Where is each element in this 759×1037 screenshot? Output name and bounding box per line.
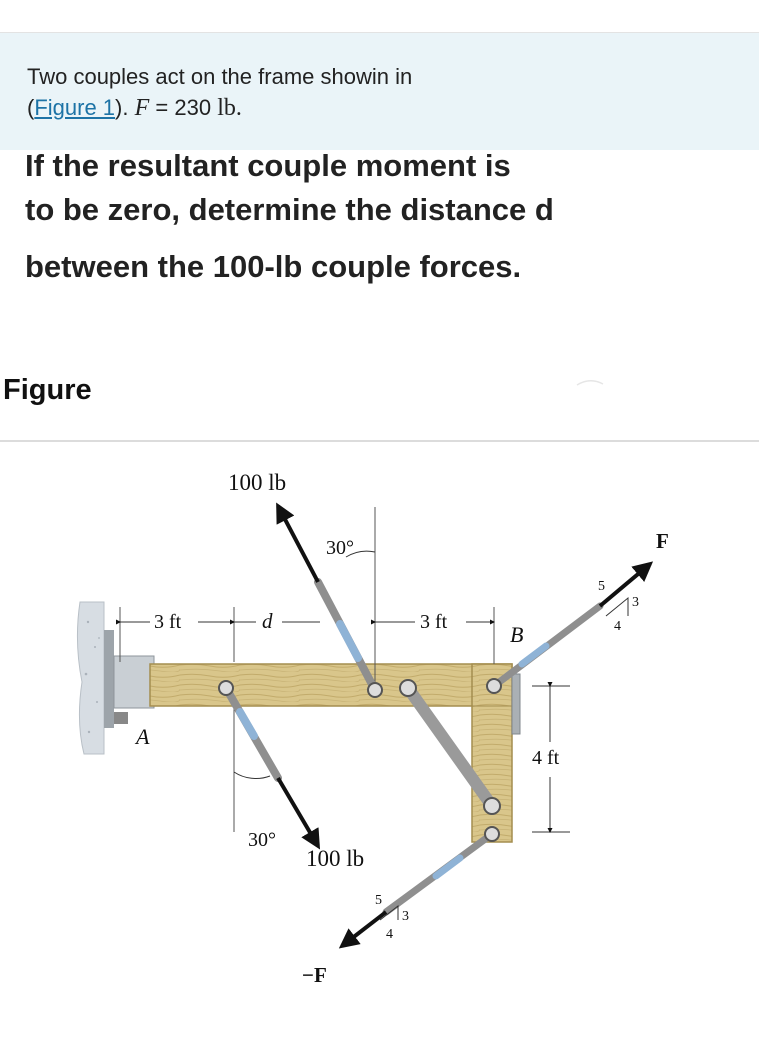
figure-link[interactable]: Figure 1 [34, 95, 116, 120]
faint-corner-icon [575, 378, 605, 386]
right-bracket [512, 674, 520, 734]
label-top-force: 100 lb [228, 470, 287, 495]
force-unit: lb. [217, 95, 242, 121]
slope-bottom-5: 5 [375, 893, 382, 908]
frame-figure [0, 442, 759, 1037]
label-bottom-force: 100 lb [306, 846, 365, 871]
question-line-3: between the 100-lb couple forces. [25, 249, 522, 284]
bottom-angle-arc [234, 772, 270, 779]
force-variable: F [134, 95, 150, 121]
slope-top-4: 4 [614, 619, 621, 634]
horizontal-beam [150, 664, 512, 706]
intro-line-1: Two couples act on the frame showin in [27, 64, 413, 89]
label-bottom-angle: 30° [248, 829, 276, 851]
slope-top-3: 3 [632, 595, 639, 610]
label-point-a: A [136, 724, 150, 749]
force-neg-f-link [342, 827, 499, 946]
support-a-block [114, 712, 128, 724]
slope-top-5: 5 [598, 579, 605, 594]
label-dim-d: d [262, 609, 273, 633]
wall-plate [114, 656, 154, 708]
force-value: = 230 [155, 95, 212, 120]
intro-suffix: ). [115, 95, 129, 120]
label-top-angle: 30° [326, 537, 354, 559]
figure-heading: Figure [3, 374, 92, 406]
question-line-2: to be zero, determine the distance d [25, 192, 554, 227]
problem-intro-text [27, 61, 412, 124]
label-dim-right: 3 ft [420, 611, 448, 633]
slope-bottom-3: 3 [402, 909, 409, 924]
intro-line-2: (Figure 1). F = 230 lb. [27, 95, 242, 121]
problem-intro-panel [0, 33, 759, 150]
label-force-neg-f: −F [302, 963, 327, 987]
label-dim-vertical: 4 ft [532, 747, 560, 769]
label-dim-left: 3 ft [154, 611, 182, 633]
wall-support [77, 602, 104, 754]
wall-bracket [104, 630, 114, 728]
slope-bottom-4: 4 [386, 927, 393, 942]
label-point-b: B [510, 622, 524, 647]
label-force-f: F [656, 529, 669, 553]
question-line-1: If the resultant couple moment is [25, 148, 511, 183]
